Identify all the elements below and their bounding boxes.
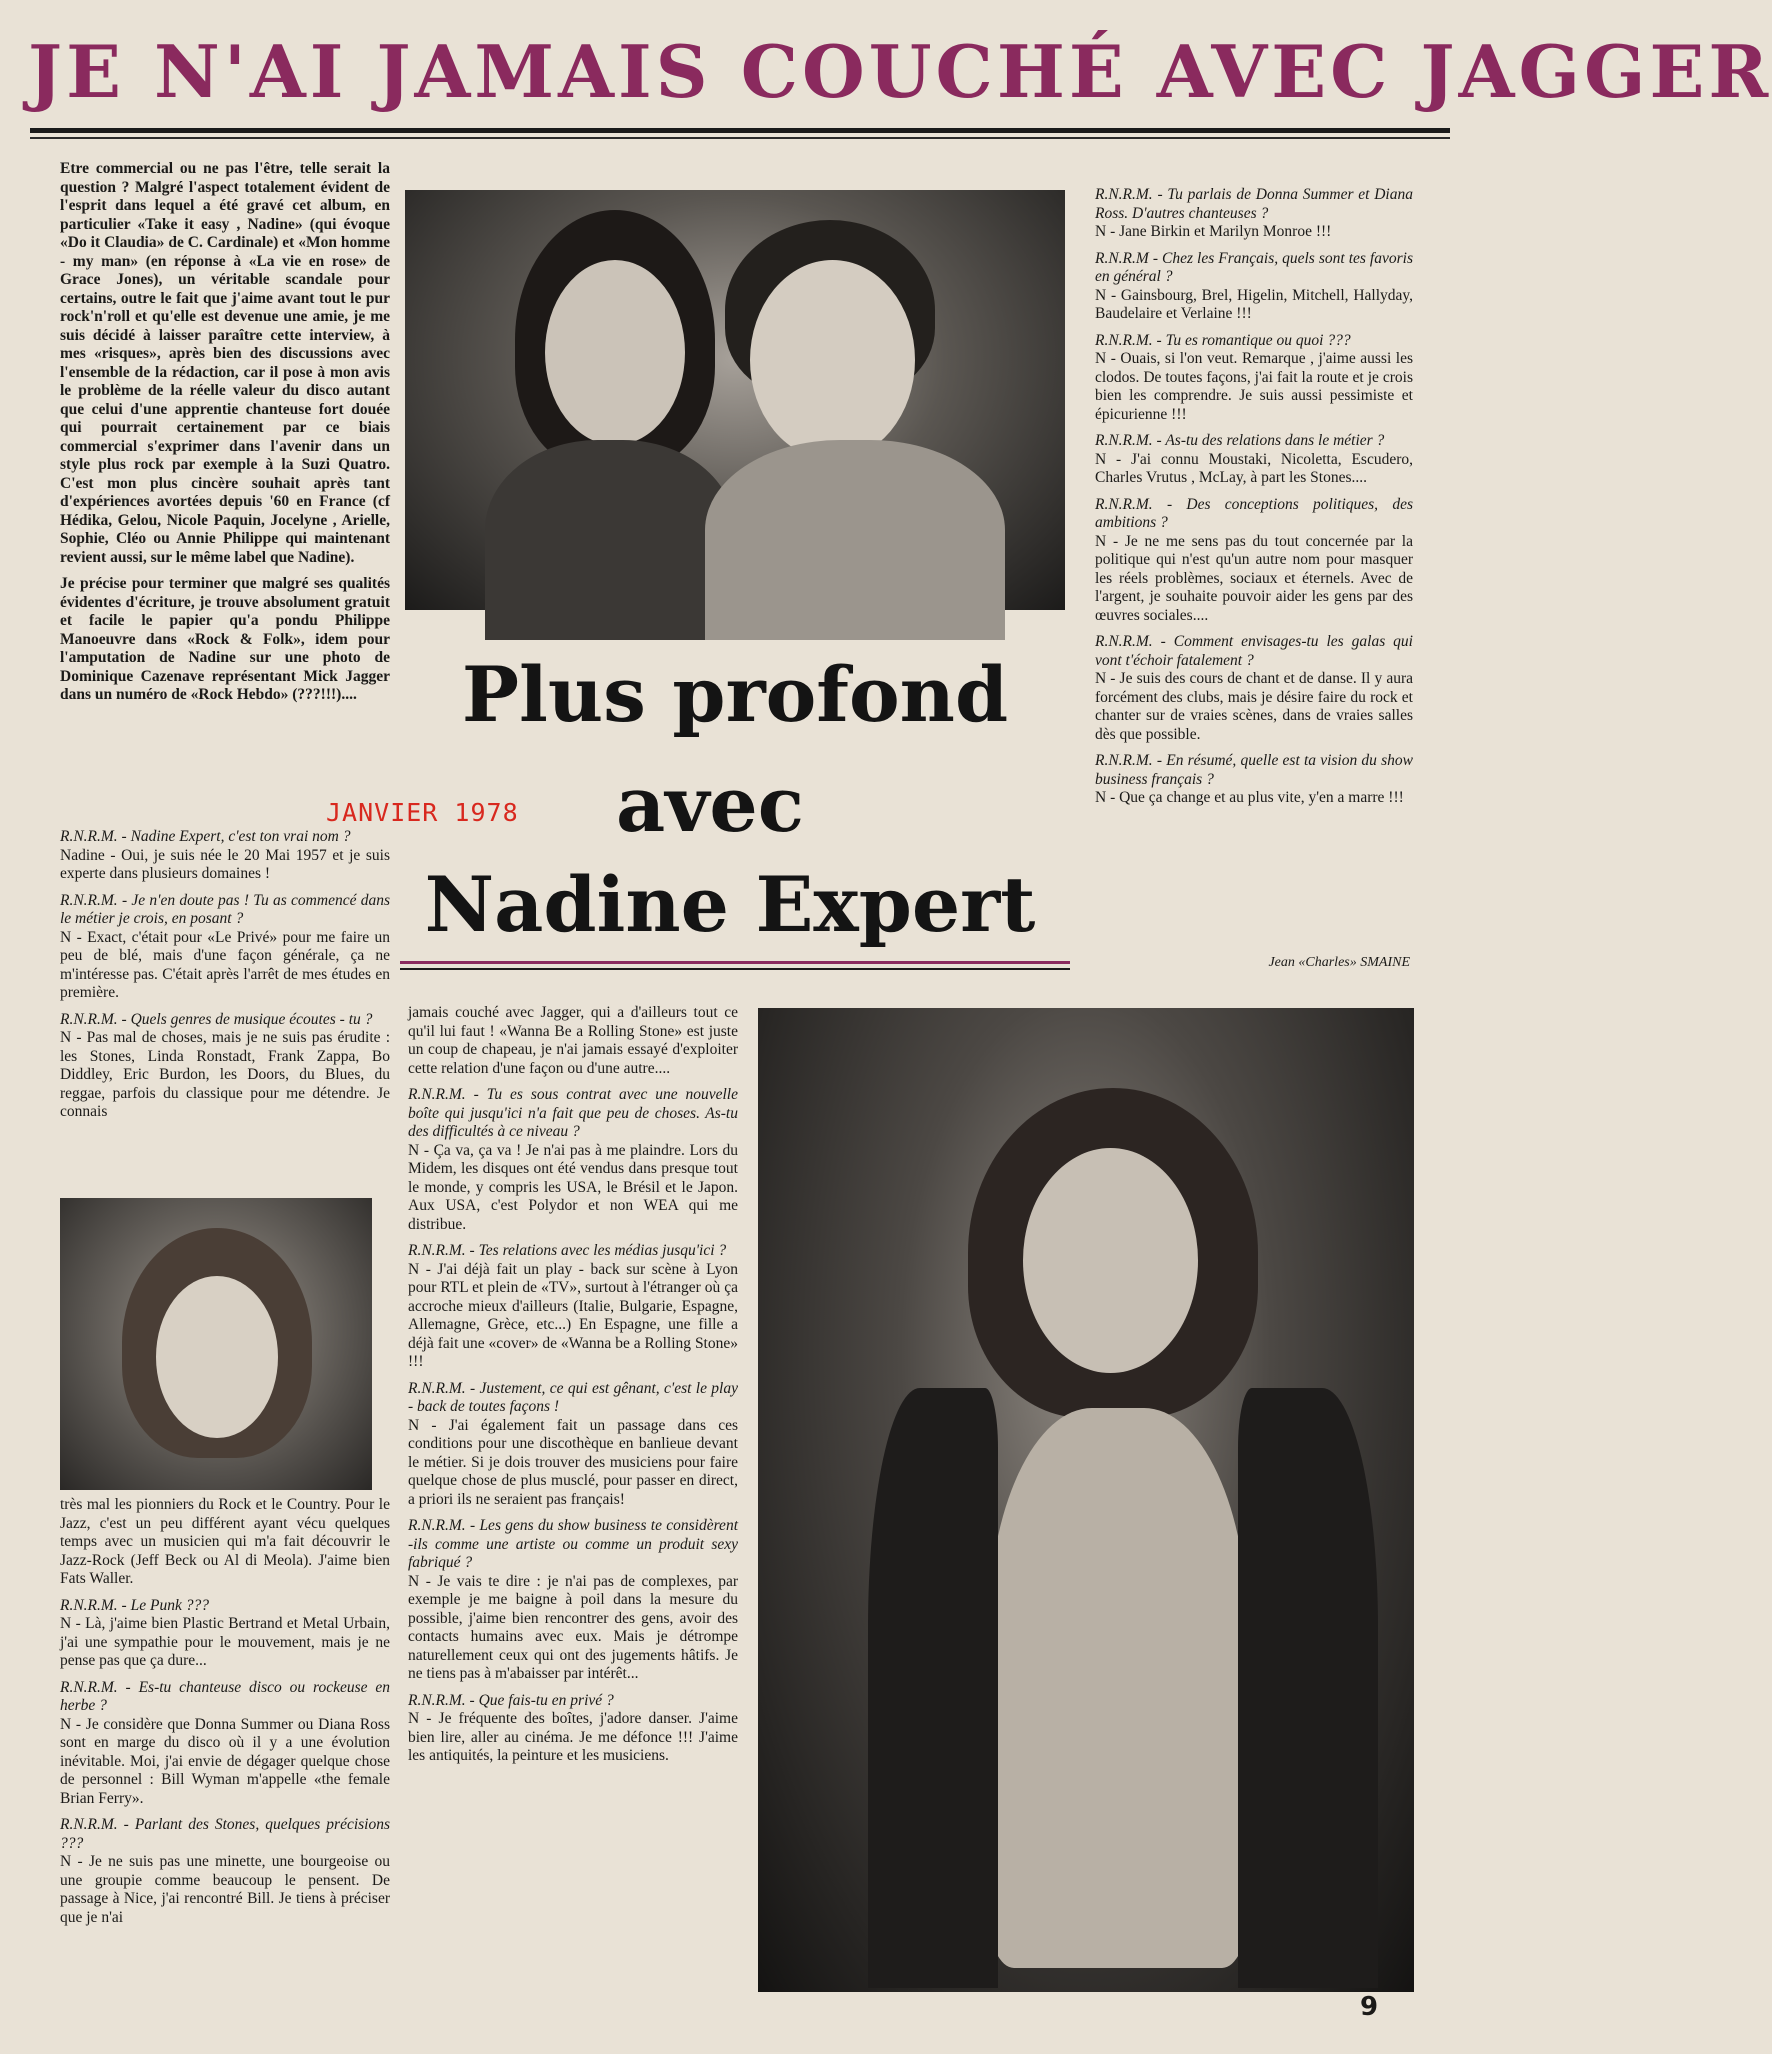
date-stamp: JANVIER 1978 [326,798,519,827]
answer: N - Exact, c'était pour «Le Privé» pour me faire un peu de blé, mais d'une façon générale, ça ne m'intéresse pas. C'était après l'arrêt de mes études en première. [60,928,390,1001]
question: R.N.R.M - Chez les Français, quels sont tes favoris en général ? [1095,249,1413,285]
answer: N - Là, j'aime bien Plastic Bertrand et Metal Urbain, j'ai une sympathie pour le mouvement, mais je ne pense pas que ça dure... [60,1615,390,1669]
question: R.N.R.M. - Comment envisages-tu les galas qui vont t'échoir fatalement ? [1095,633,1413,669]
qa-column-middle [408,1004,738,1774]
byline: Jean «Charles» SMAINE [1268,955,1410,970]
article-title: avec [615,760,805,849]
answer: N - Je ne suis pas une minette, une bourgeoise ou une groupie comme beaucoup le pensent. De passage à Nice, j'ai rencontré Bill. Je tiens à préciser que je n'ai [60,1853,390,1926]
face-shape [156,1276,278,1438]
question: R.N.R.M. - Parlant des Stones, quelques précisions ??? [60,1816,390,1852]
headline-rule [30,128,1450,133]
question: R.N.R.M. - Tes relations avec les médias jusqu'ici ? [408,1242,727,1259]
question: R.N.R.M. - Je n'en doute pas ! Tu as commencé dans le métier je crois, en posant ? [60,891,390,927]
question: R.N.R.M. - As-tu des relations dans le métier ? [1095,432,1385,449]
question: R.N.R.M. - Que fais-tu en privé ? [408,1691,614,1709]
title-rule [400,968,1070,970]
answer: N - Pas mal de choses, mais je ne suis pas érudite : les Stones, Linda Ronstadt, Frank Zappa, Bo Diddley, Eric Burdon, les Doors, du Blues, du reggae, parfois du classique pour me détendre. Je connais [60,1029,390,1120]
face-shape [545,260,685,445]
continued-text: très mal les pionniers du Rock et le Country. Pour le Jazz, c'est un peu différent ayant vécu quelques temps avec un musicien qui m'a fait découvrir le Jazz-Rock (Jeff Beck ou Al di Meola). J'aime bien Fats Waller. [60,1496,390,1587]
answer: N - Je ne me sens pas du tout concernée par la politique qui n'est qu'un autre nom pour masquer les réels problèmes, sociaux et éternels. Avec de l'argent, je souhaite pouvoir aider les gens par des œuvres sociales.... [1095,532,1413,624]
face-shape [1023,1148,1198,1373]
face-shape [750,260,915,460]
body-shape [988,1408,1248,1968]
question: R.N.R.M. - Les gens du show business te considèrent -ils comme une artiste ou comme un produit sexy fabriqué ? [408,1517,738,1571]
intro-paragraph: Etre commercial ou ne pas l'être, telle serait la question ? Malgré l'aspect totalement évident de l'esprit dans lequel a été gravé cet album, en particulier «Take it easy , Nadine» (qui évoque «Do it Claudia» de C. Cardinale) et «Mon homme - my man» (en réponse à «La vie en rose» de Grace Jones), un véritable scandale pour certains, outre le fait que j'aime avant tout le pur rock'n'roll et qu'elle est devenue une amie, je me suis décidé à laisser paraître cette interview, à mes «risques», après bien des discussions avec l'ensemble de la rédaction, car il pose à mon avis le problème de la réelle valeur du disco autant que celui d'une apprentie chanteuse fort douée qui pourrait certainement par ce biais commercial s'exprimer dans l'avenir dans un style plus rock par exemple à la Suzi Quatro. C'est mon plus cincère souhait après tant d'expériences avortées depuis '60 en France (cf Hédika, Gelou, Nicole Paquin, Jocelyne , Arielle, Sophie, Cléo ou Annie Philippe qui maintenant revient aussi, sur le même label que Nadine). [60,160,390,566]
question: R.N.R.M. - Es-tu chanteuse disco ou rockeuse en herbe ? [60,1678,390,1714]
answer: N - Je vais te dire : je n'ai pas de complexes, par exemple je me baigne à poil dans la mesure du possible, j'aime bien rencontrer des gens, avoir des contacts humains avec eux. Mais je détrompe naturellement ceux qui ont des jugements hâtifs. Je ne tiens pas à m'abaisser par intérêt... [408,1572,738,1682]
question: R.N.R.M. - Quels genres de musique écoutes - tu ? [60,1010,373,1028]
qa-column-left [60,828,390,1130]
jacket-shape [868,1388,998,1988]
answer: N - J'ai connu Moustaki, Nicoletta, Escudero, Charles Vrutus , McLay, à part les Stones.... [1095,450,1413,486]
photo-with-jagger [405,190,1065,610]
body-shape [705,440,1005,640]
article-title: Plus profond [461,650,1009,739]
continued-text: jamais couché avec Jagger, qui a d'ailleurs tout ce qu'il lui faut ! «Wanna Be a Rolling Stone» est juste un coup de chapeau, je n'ai jamais essayé d'exploiter cette relation d'une façon ou d'une autre.... [408,1004,738,1077]
question: R.N.R.M. - Tu es romantique ou quoi ??? [1095,331,1351,349]
qa-column-left-continued [60,1496,390,1935]
answer: N - Ouais, si l'on veut. Remarque , j'aime aussi les clodos. De toutes façons, j'ai fait la route et je crois bien les comprendre. Je suis aussi pessimiste et épicurienne !!! [1095,350,1413,423]
question: R.N.R.M. - Tu parlais de Donna Summer et Diana Ross. D'autres chanteuses ? [1095,186,1413,222]
question: R.N.R.M. - Des conceptions politiques, des ambitions ? [1095,495,1413,531]
body-shape [485,440,735,640]
headline-rule-thin [30,137,1450,139]
question: R.N.R.M. - En résumé, quelle est ta vision du show business français ? [1095,752,1413,788]
article-title: Nadine Expert [424,860,1036,949]
answer: N - J'ai également fait un passage dans ces conditions pour une discothèque en banlieue devant le métier. Si je dois trouver des musiciens pour faire quelque chose de plus musclé, pour passer en direct, a priori ils ne seraient pas français! [408,1416,738,1508]
answer: N - J'ai déjà fait un play - back sur scène à Lyon pour RTL et plein de «TV», surtout à l'étranger où ça accroche mieux d'ailleurs (Italie, Bulgarie, Espagne, Allemagne, Grèce, etc...) En Espagne, une fille a déjà fait une «cover» de «Wanna be a Rolling Stone» !!! [408,1260,738,1370]
question: R.N.R.M. - Justement, ce qui est gênant, c'est le play - back de toutes façons ! [408,1379,738,1415]
headline: JE N'AI JAMAIS COUCHÉ AVEC JAGGER [28,29,1772,114]
intro-paragraph: Je précise pour terminer que malgré ses qualités évidentes d'écriture, je trouve absolument gratuit et facile le papier qu'a pondu Philippe Manoeuvre dans «Rock & Folk», idem pour l'amputation de Nadine sur une photo de Dominique Cazenave représentant Mick Jagger dans un numéro de «Rock Hebdo» (???!!!).... [60,575,390,703]
portrait-photo [60,1198,372,1490]
answer: N - Jane Birkin et Marilyn Monroe !!! [1095,223,1332,240]
answer: N - Je considère que Donna Summer ou Diana Ross sont en marge du disco où il y a une évolution inévitable. Moi, j'ai envie de dégager quelque chose de personnel : Bill Wyman m'appelle «the female Brian Ferry». [60,1715,390,1807]
intro-column [60,160,390,713]
answer: N - Que ça change et au plus vite, y'en a marre !!! [1095,789,1404,806]
question: R.N.R.M. - Le Punk ??? [60,1596,209,1614]
answer: N - Gainsbourg, Brel, Higelin, Mitchell, Hallyday, Baudelaire et Verlaine !!! [1095,286,1413,322]
main-portrait-photo [758,1008,1414,1992]
answer: N - Ça va, ça va ! Je n'ai pas à me plaindre. Lors du Midem, les disques ont été vendus dans presque tout le monde, y compris les USA, le Brésil et le Japon. Aux USA, c'est Polydor et non WEA qui me distribue. [408,1141,738,1233]
jacket-shape [1238,1388,1378,1988]
answer: N - Je suis des cours de chant et de danse. Il y aura forcément des clubs, mais je désire faire du rock et chanter sur de vraies scènes, dans de vraies salles dès que possible. [1095,670,1413,743]
answer: N - Je fréquente des boîtes, j'adore danser. J'aime bien lire, aller au cinéma. Je me défonce !!! J'aime les antiquités, la peinture et les musiciens. [408,1710,738,1764]
title-rule [400,961,1070,964]
page-number: 9 [1360,1992,1379,2022]
qa-column-right [1095,186,1413,816]
answer: Nadine - Oui, je suis née le 20 Mai 1957 et je suis experte dans plusieurs domaines ! [60,846,390,882]
question: R.N.R.M. - Nadine Expert, c'est ton vrai nom ? [60,828,351,845]
question: R.N.R.M. - Tu es sous contrat avec une nouvelle boîte qui jusqu'ici n'a fait que peu de choses. As-tu des difficultés à ce niveau ? [408,1086,738,1140]
